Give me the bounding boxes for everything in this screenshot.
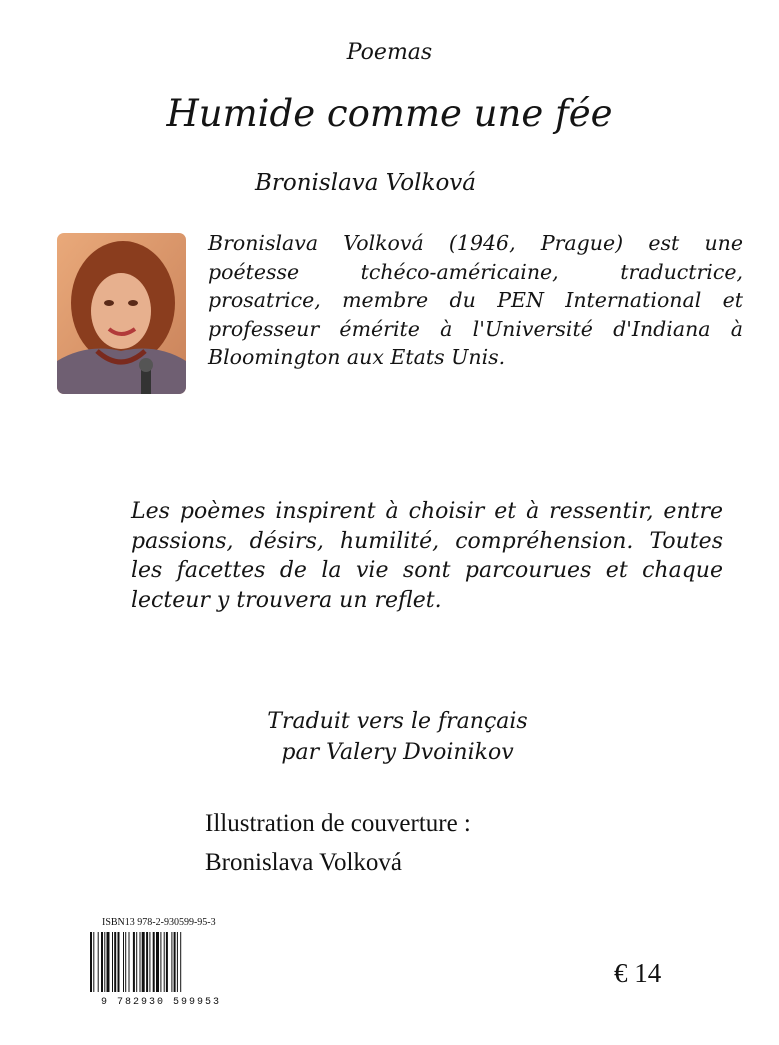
barcode-bar [146,932,148,992]
barcode-bar [164,932,165,992]
author-bio: Bronislava Volková (1946, Prague) est une poétesse tchéco-américaine, traductrice, prosatrice, membre du PEN International et professeur émérite à l'Université d'Indiana à Bloomington aux Etats Unis. [208,231,743,369]
barcode-bar [125,932,126,992]
barcode-bar [140,932,141,992]
translation-credit [200,706,595,768]
genre-label: Poemas [346,40,433,65]
translation-line-2: par Valery Dvoinikov [281,740,514,765]
barcode-bar [153,932,155,992]
barcode-bar [177,932,178,992]
barcode-bar [123,932,124,992]
barcode-bar [142,932,145,992]
isbn-number: ISBN13 978-2-930599-95-3 [102,917,216,928]
translation-line-1: Traduit vers le français [267,709,528,734]
author-portrait [57,233,186,394]
barcode-bar [136,932,137,992]
barcode-bar [112,932,113,992]
barcode-bar [93,932,94,992]
barcode-bar [118,932,120,992]
illustration-artist: Bronislava Volková [205,849,402,876]
barcode [86,930,236,1006]
author-name: Bronislava Volková [255,170,476,196]
illustration-label: Illustration de couverture : [205,810,471,837]
barcode-bar [174,932,176,992]
barcode-bar [104,932,105,992]
barcode-bar [101,932,103,992]
barcode-bar [129,932,130,992]
barcode-bar [90,932,92,992]
barcode-bar [149,932,150,992]
barcode-bar [180,932,181,992]
barcode-bar [171,932,172,992]
barcode-bar [166,932,168,992]
barcode-bar [160,932,161,992]
barcode-digits: 9 782930 599953 [100,997,222,1006]
book-description: Les poèmes inspirent à choisir et à ressentir, entre passions, désirs, humilité, compréhension. Toutes les facettes de la vie sont parcourues et chaque lecteur y trouvera un reflet. [131,499,723,613]
barcode-bar [98,932,99,992]
barcode-bar [107,932,110,992]
book-title: Humide comme une fée [166,92,613,135]
barcode-bar [114,932,116,992]
price-label: € 14 [614,958,662,988]
barcode-bar [133,932,135,992]
barcode-bar [156,932,159,992]
